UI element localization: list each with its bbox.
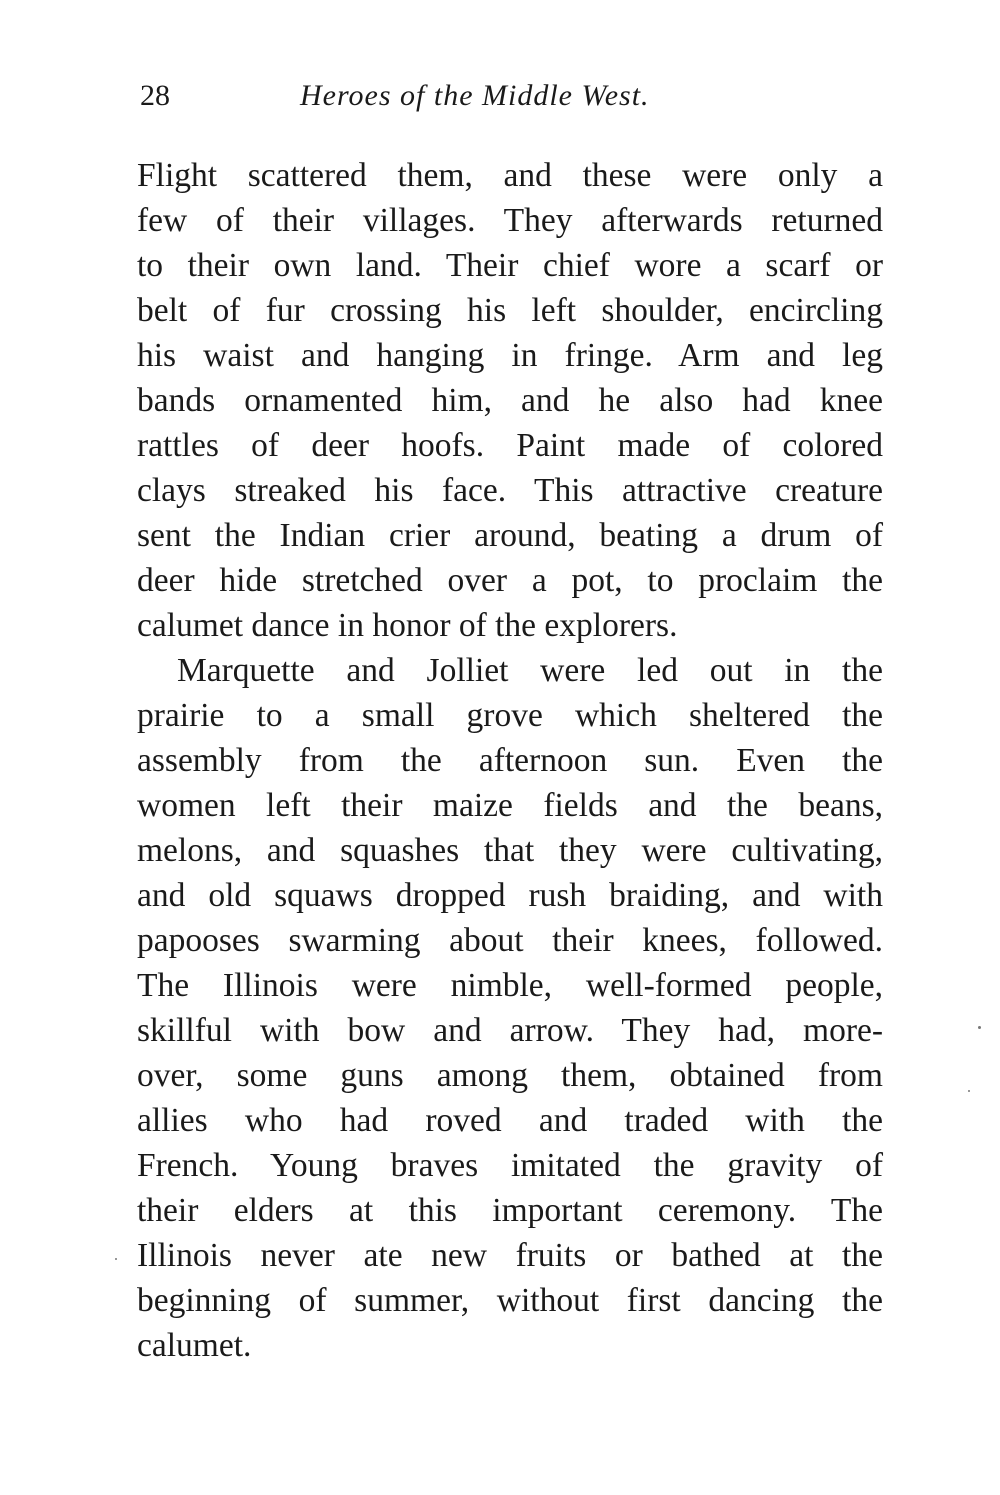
running-title: Heroes of the Middle West. <box>300 79 650 112</box>
print-speck <box>115 1258 117 1260</box>
text-line: his waist and hanging in fringe. Arm and leg <box>137 337 883 374</box>
text-line: rattles of deer hoofs. Paint made of colored <box>137 427 883 464</box>
body-text <box>137 153 883 1368</box>
text-line: bands ornamented him, and he also had knee <box>137 382 883 419</box>
paragraph-2 <box>137 648 883 1368</box>
page-header <box>140 76 885 116</box>
text-line: deer hide stretched over a pot, to proclaim the <box>137 562 883 599</box>
text-line: allies who had roved and traded with the <box>137 1102 883 1139</box>
text-line: belt of fur crossing his left shoulder, encircling <box>137 292 883 329</box>
text-line: women left their maize fields and the beans, <box>137 787 883 824</box>
text-line: to their own land. Their chief wore a scarf or <box>137 247 883 284</box>
text-line: their elders at this important ceremony. The <box>137 1192 883 1229</box>
text-line: clays streaked his face. This attractive creature <box>137 472 883 509</box>
text-line: Flight scattered them, and these were only a <box>137 157 883 194</box>
text-line: Illinois never ate new fruits or bathed at the <box>137 1237 883 1274</box>
text-line: sent the Indian crier around, beating a drum of <box>137 517 883 554</box>
text-line: calumet. <box>137 1327 252 1364</box>
text-line: The Illinois were nimble, well-formed people, <box>137 967 883 1004</box>
paragraph-1 <box>137 153 883 648</box>
text-line: papooses swarming about their knees, followed. <box>137 922 883 959</box>
text-line: prairie to a small grove which sheltered the <box>137 697 883 734</box>
text-line: beginning of summer, without first dancing the <box>137 1282 883 1319</box>
print-speck <box>978 1026 981 1029</box>
print-speck <box>968 1090 970 1092</box>
text-line: assembly from the afternoon sun. Even the <box>137 742 883 779</box>
text-line: few of their villages. They afterwards returned <box>137 202 883 239</box>
page-number: 28 <box>140 79 170 112</box>
text-line: Marquette and Jolliet were led out in the <box>177 652 883 689</box>
text-line: over, some guns among them, obtained from <box>137 1057 883 1094</box>
text-line: calumet dance in honor of the explorers. <box>137 607 678 644</box>
text-line: and old squaws dropped rush braiding, and with <box>137 877 883 914</box>
text-line: melons, and squashes that they were cultivating, <box>137 832 883 869</box>
text-line: French. Young braves imitated the gravity of <box>137 1147 883 1184</box>
text-line: skillful with bow and arrow. They had, more- <box>137 1012 883 1049</box>
